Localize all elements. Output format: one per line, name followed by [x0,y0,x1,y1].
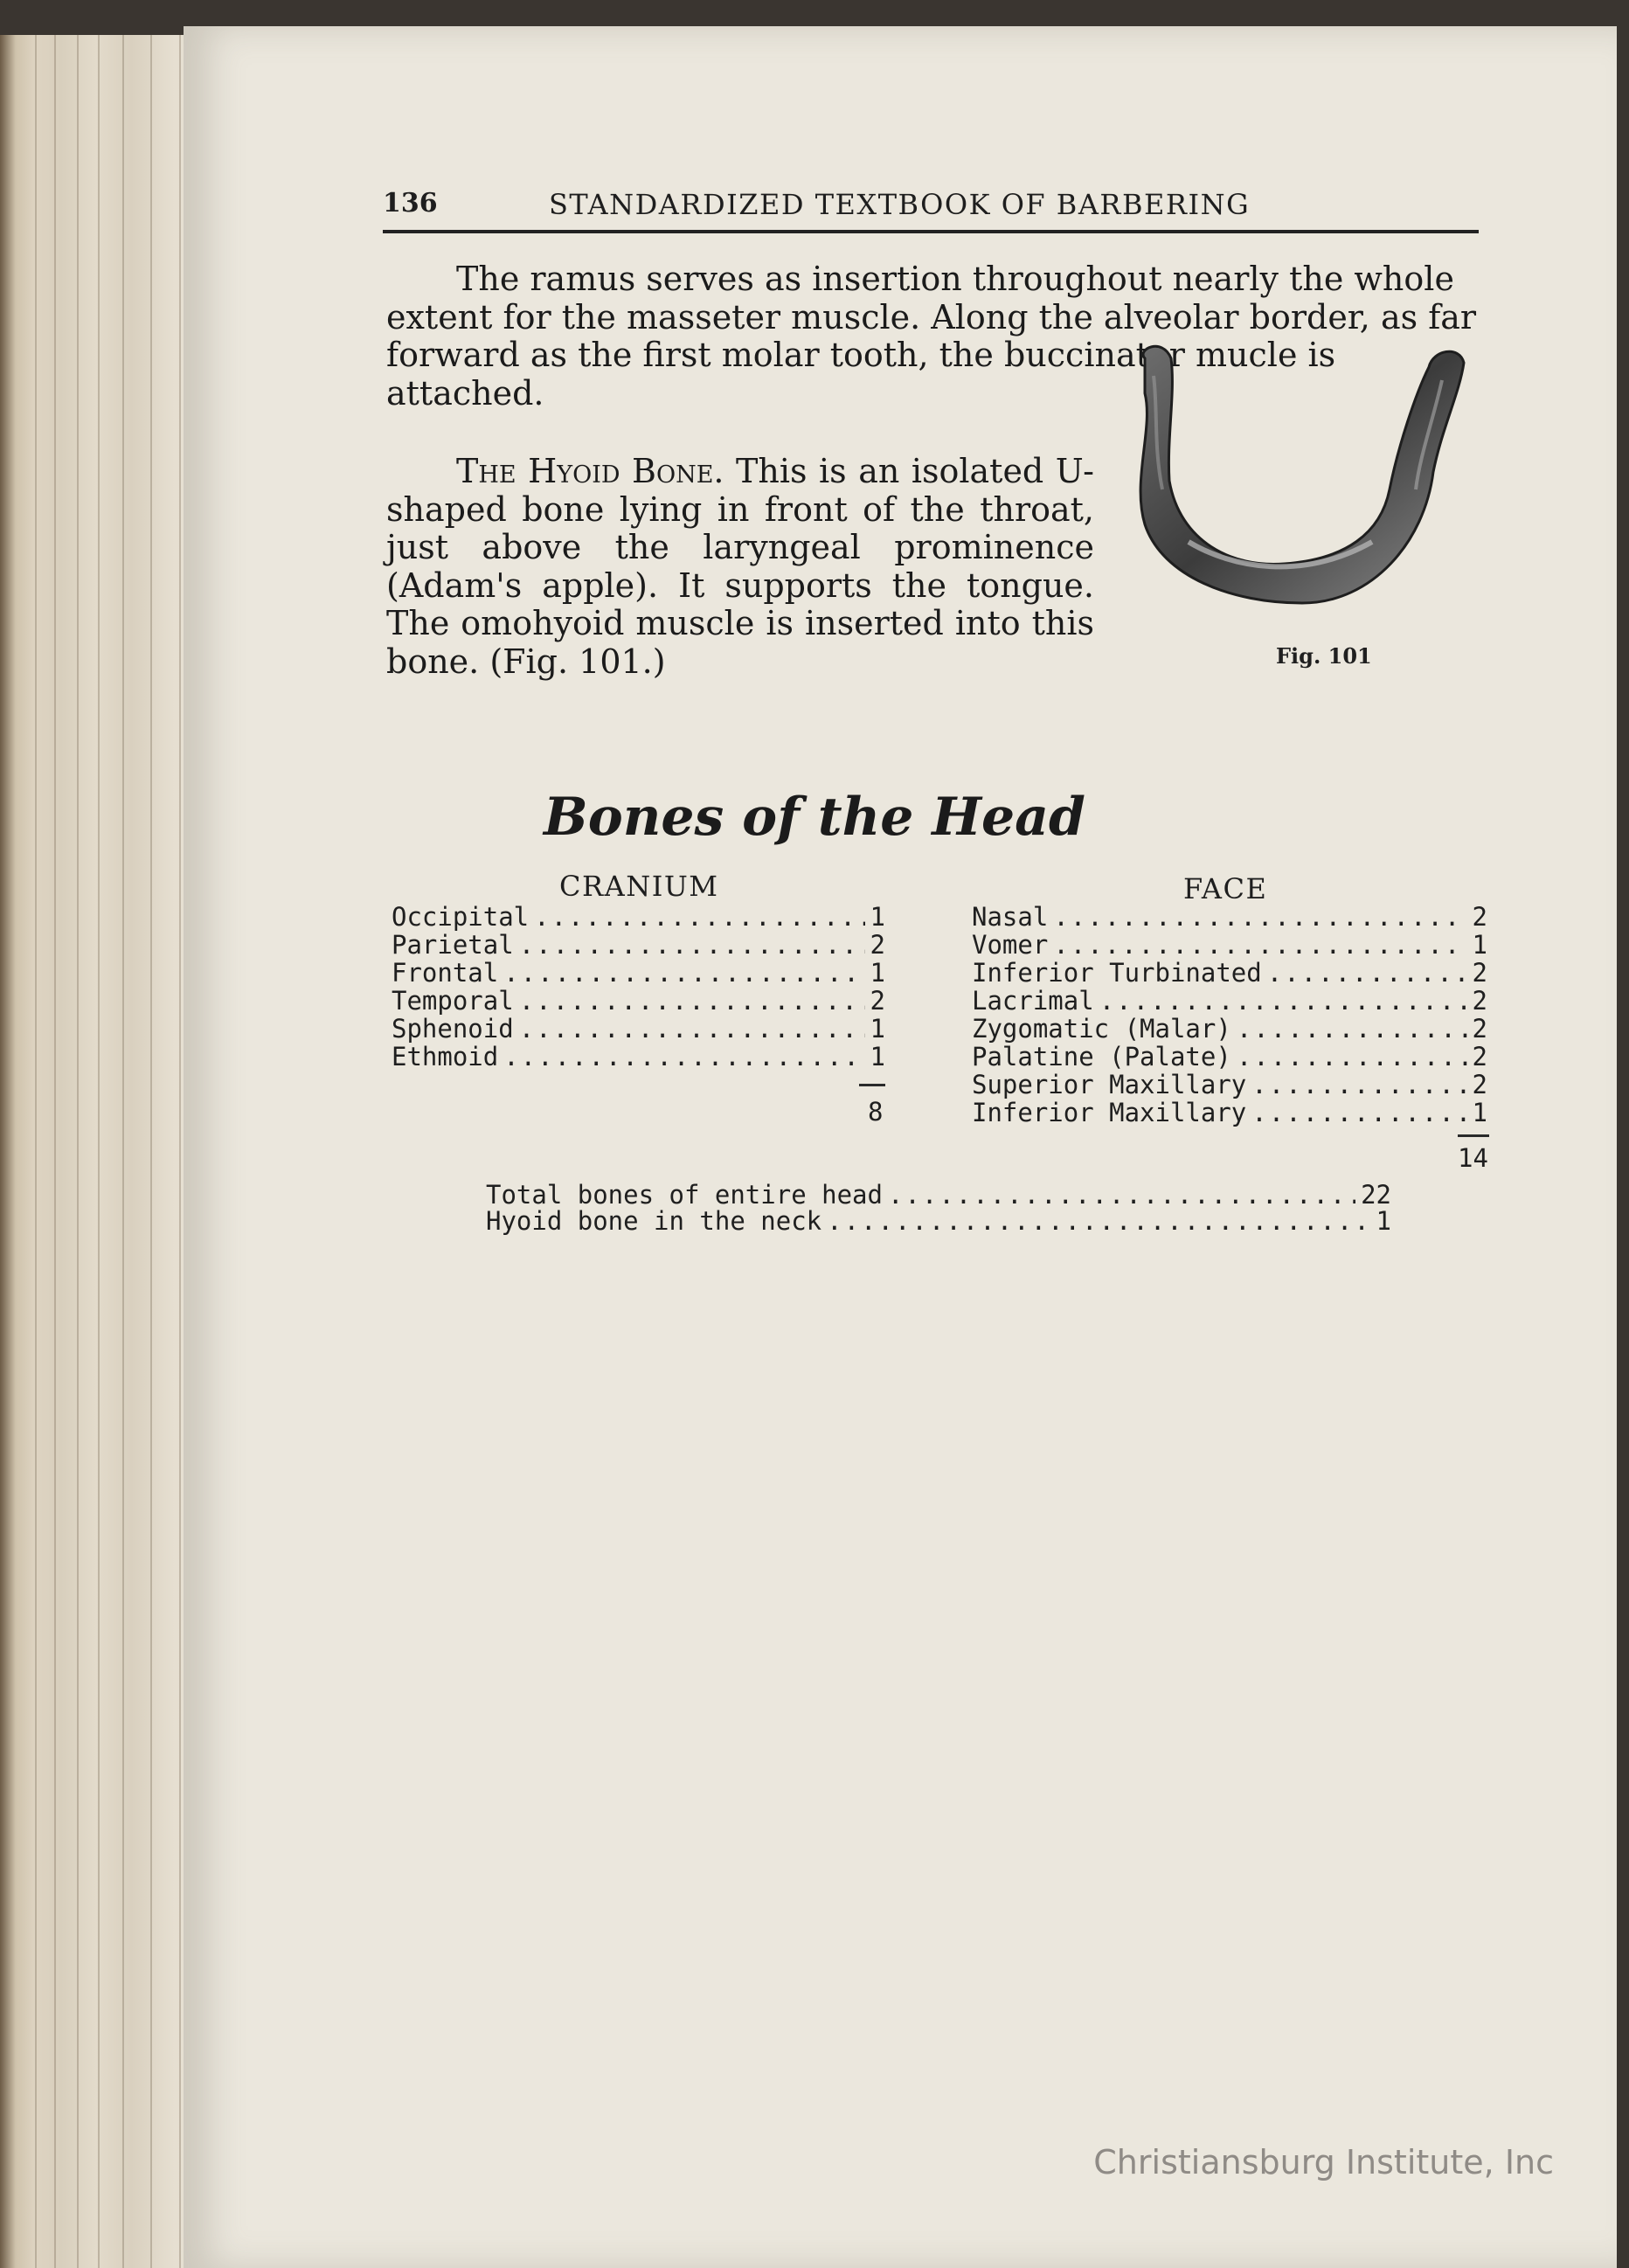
table-row: Palatine (Palate) ..... 2 [972,1042,1487,1070]
cranium-total: 8 [868,1097,884,1127]
running-header [383,188,1479,233]
page-number: 136 [383,188,438,218]
table-row: Parietal ..... 2 [392,930,885,958]
table-title: Bones of the Head [543,787,1085,848]
hyoid-heading: The Hyoid Bone. [456,452,724,490]
hyoid-bone-illustration [1127,341,1477,638]
face-total: 14 [1458,1143,1488,1173]
table-row: Frontal ..... 1 [392,958,885,986]
table-row: Occipital ..... 1 [392,902,885,930]
table-row: Lacrimal ..... 2 [972,986,1487,1014]
table-row: Inferior Turbinated ..... 2 [972,958,1487,986]
table-row: Superior Maxillary ..... 2 [972,1070,1487,1098]
face-total-rule [1458,1134,1489,1137]
figure-caption: Fig. 101 [1276,643,1372,669]
paragraph-hyoid: The Hyoid Bone. This is an isolated U-shaped bone lying in front of the throat, just above the laryngeal prominence (Adam's apple). It supports the tongue. The omohyoid muscle is inserted into this bone. (Fig. 101.) [386,452,1094,681]
table-row: Total bones of entire head ..... 22 [486,1180,1391,1208]
running-head-title: STANDARDIZED TEXTBOOK OF BARBERING [549,188,1251,221]
face-heading: FACE [1183,872,1268,905]
table-row: Hyoid bone in the neck ..... 1 [486,1206,1391,1234]
cranium-total-rule [859,1084,885,1086]
cranium-heading: CRANIUM [559,870,719,903]
table-row: Zygomatic (Malar) ..... 2 [972,1014,1487,1042]
table-row: Ethmoid ..... 1 [392,1042,885,1070]
table-row: Inferior Maxillary ..... 1 [972,1098,1487,1126]
watermark: Christiansburg Institute, Inc [1093,2143,1554,2181]
paragraph-ramus: The ramus serves as insertion throughout nearly the whole extent for the masseter muscle. Along the alveolar border, as far forward as the first molar tooth, the buccinator mucle is attached. [386,260,1477,413]
table-row: Vomer ..... 1 [972,930,1487,958]
table-row: Temporal ..... 2 [392,986,885,1014]
table-row: Nasal ..... 2 [972,902,1487,930]
table-row: Sphenoid ..... 1 [392,1014,885,1042]
